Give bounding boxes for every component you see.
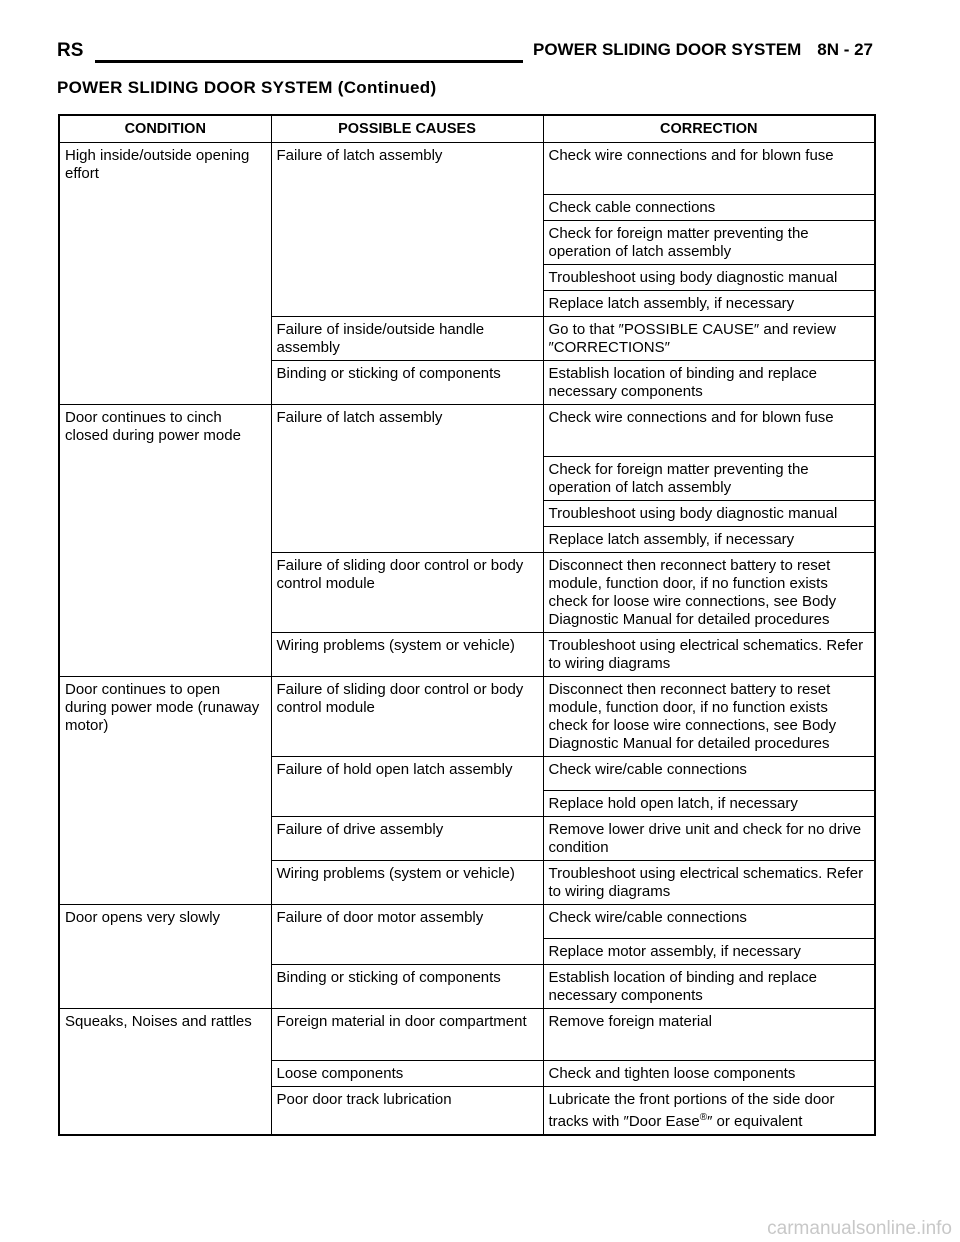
correction-cell: Check cable connections: [543, 195, 875, 221]
correction-cell: Go to that ″POSSIBLE CAUSE″ and review ″CORRECTIONS″: [543, 317, 875, 361]
diagnosis-table: [58, 114, 876, 1136]
header-possible-causes: POSSIBLE CAUSES: [271, 115, 543, 143]
table-row: [59, 405, 875, 457]
header-correction: CORRECTION: [543, 115, 875, 143]
condition-cell: Door opens very slowly: [59, 905, 271, 1009]
correction-cell: Check wire connections and for blown fuse: [543, 405, 875, 457]
table-row: [59, 677, 875, 757]
watermark: carmanualsonline.info: [767, 1218, 952, 1239]
registered-mark: ®: [699, 1112, 708, 1123]
condition-cell: High inside/outside opening effort: [59, 143, 271, 405]
cause-cell: Binding or sticking of components: [271, 361, 543, 405]
cause-cell: Failure of hold open latch assembly: [271, 757, 543, 817]
cause-cell: Failure of latch assembly: [271, 143, 543, 317]
correction-text: Lubricate the front portions of the side door tracks with ″Door Ease: [548, 1091, 835, 1130]
header-rule: [95, 60, 523, 63]
cause-cell: Wiring problems (system or vehicle): [271, 861, 543, 905]
correction-cell: Disconnect then reconnect battery to reset module, function door, if no function exists check for loose wire connections, see Body Diagnostic Manual for detailed procedures: [543, 553, 875, 633]
section-code: RS: [57, 40, 84, 61]
header-right: [533, 40, 873, 60]
table-row: [59, 905, 875, 939]
page-number: 8N - 27: [817, 40, 873, 59]
correction-cell: Troubleshoot using body diagnostic manual: [543, 501, 875, 527]
table-row: [59, 143, 875, 195]
cause-cell: Failure of door motor assembly: [271, 905, 543, 965]
correction-cell: Establish location of binding and replace necessary components: [543, 361, 875, 405]
cause-cell: Wiring problems (system or vehicle): [271, 633, 543, 677]
correction-cell: Troubleshoot using electrical schematics. Refer to wiring diagrams: [543, 861, 875, 905]
header-condition: CONDITION: [59, 115, 271, 143]
correction-cell: Remove foreign material: [543, 1009, 875, 1061]
cause-cell: Failure of sliding door control or body control module: [271, 553, 543, 633]
cause-cell: Failure of inside/outside handle assembly: [271, 317, 543, 361]
cause-cell: Failure of latch assembly: [271, 405, 543, 553]
continued-title: POWER SLIDING DOOR SYSTEM (Continued): [57, 78, 437, 97]
table-row: [59, 1009, 875, 1061]
cause-cell: Failure of sliding door control or body control module: [271, 677, 543, 757]
cause-cell: Foreign material in door compartment: [271, 1009, 543, 1061]
cause-cell: Loose components: [271, 1061, 543, 1087]
cause-cell: Poor door track lubrication: [271, 1087, 543, 1136]
correction-cell: Remove lower drive unit and check for no drive condition: [543, 817, 875, 861]
correction-cell: Disconnect then reconnect battery to reset module, function door, if no function exists check for loose wire connections, see Body Diagnostic Manual for detailed procedures: [543, 677, 875, 757]
correction-cell: Check wire/cable connections: [543, 757, 875, 791]
correction-cell: Replace latch assembly, if necessary: [543, 527, 875, 553]
condition-cell: Squeaks, Noises and rattles: [59, 1009, 271, 1136]
condition-cell: Door continues to cinch closed during power mode: [59, 405, 271, 677]
correction-cell: Check wire connections and for blown fuse: [543, 143, 875, 195]
correction-cell: Check for foreign matter preventing the operation of latch assembly: [543, 457, 875, 501]
correction-cell: Check wire/cable connections: [543, 905, 875, 939]
correction-cell: Troubleshoot using body diagnostic manual: [543, 265, 875, 291]
header-title: POWER SLIDING DOOR SYSTEM: [533, 40, 802, 59]
correction-cell: Replace motor assembly, if necessary: [543, 939, 875, 965]
correction-cell: [543, 1087, 875, 1136]
table-header-row: [59, 115, 875, 143]
correction-cell: Check for foreign matter preventing the operation of latch assembly: [543, 221, 875, 265]
cause-cell: Failure of drive assembly: [271, 817, 543, 861]
correction-cell: Replace latch assembly, if necessary: [543, 291, 875, 317]
correction-text: ″ or equivalent: [707, 1113, 803, 1130]
correction-cell: Establish location of binding and replace necessary components: [543, 965, 875, 1009]
correction-cell: Check and tighten loose components: [543, 1061, 875, 1087]
condition-cell: Door continues to open during power mode (runaway motor): [59, 677, 271, 905]
cause-cell: Binding or sticking of components: [271, 965, 543, 1009]
page-header: [57, 40, 873, 80]
correction-cell: Replace hold open latch, if necessary: [543, 791, 875, 817]
correction-cell: Troubleshoot using electrical schematics. Refer to wiring diagrams: [543, 633, 875, 677]
